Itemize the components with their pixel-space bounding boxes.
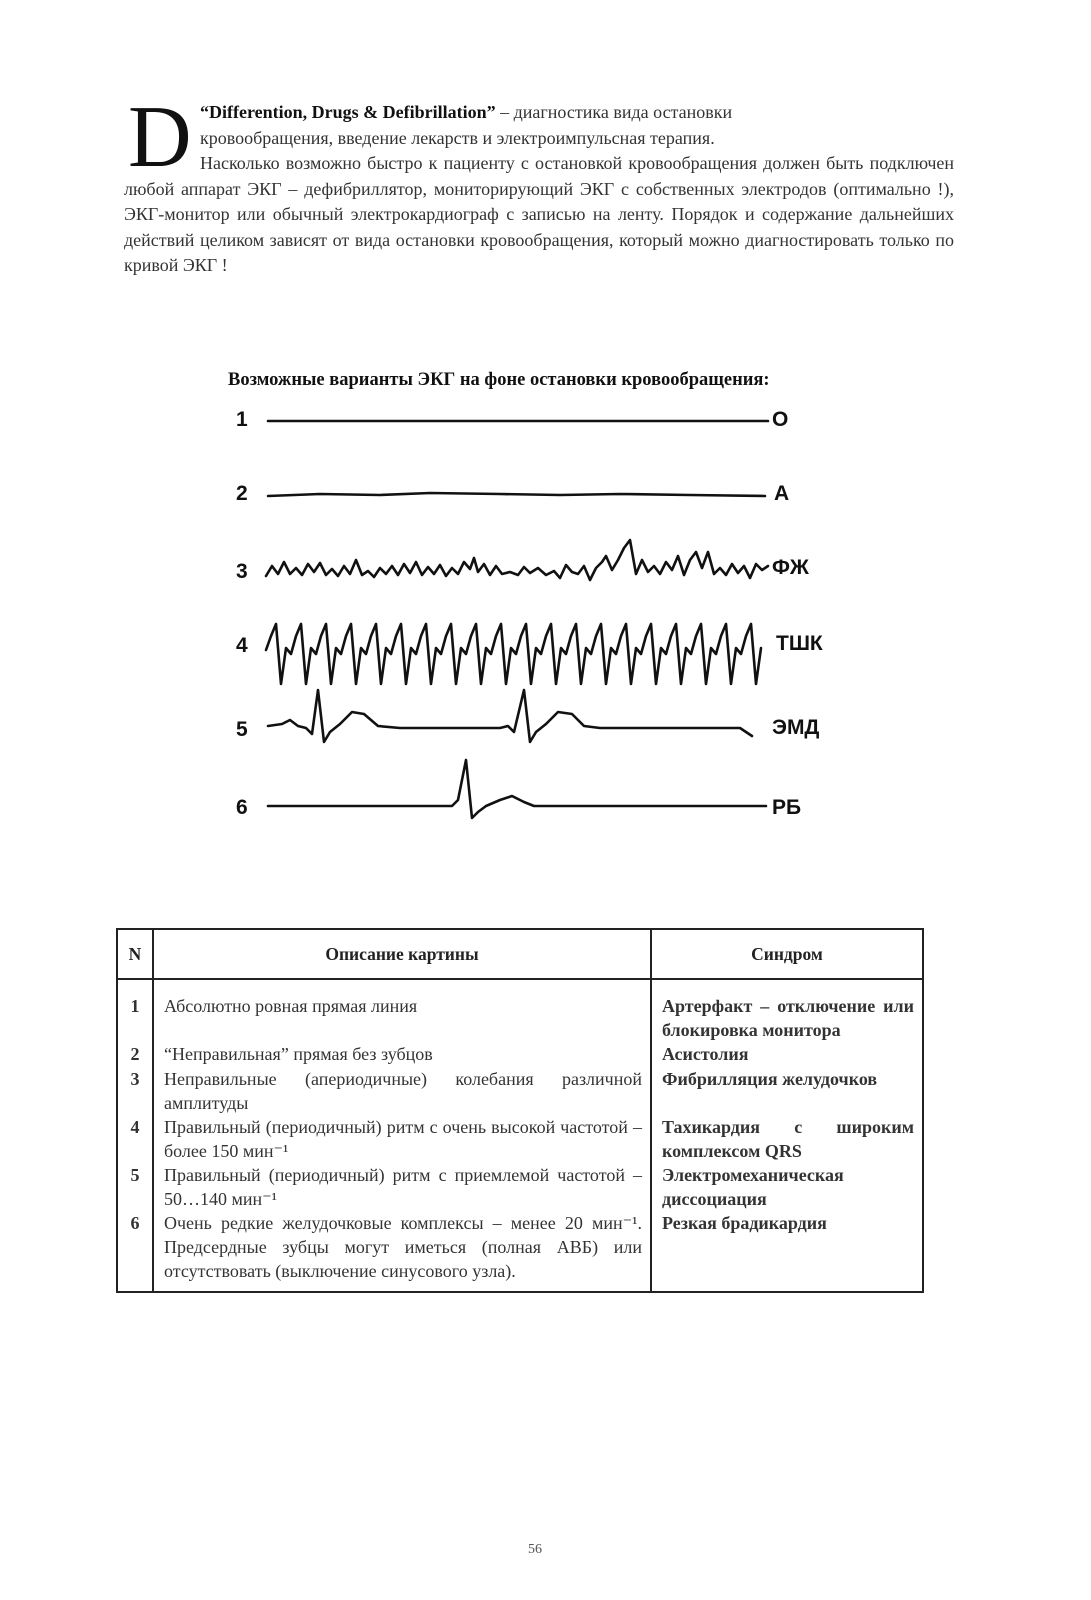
row-syndrome: Электромеханическая диссоциация bbox=[651, 1163, 923, 1211]
row-description: Неправильные (апериодичные) колебания различной амплитуды bbox=[153, 1067, 651, 1115]
table-header-row bbox=[117, 929, 923, 979]
ecg-row-number: 6 bbox=[236, 796, 248, 819]
ecg-row-number: 2 bbox=[236, 482, 248, 505]
row-number: 4 bbox=[117, 1115, 153, 1163]
ecg-row-label: О bbox=[772, 408, 789, 431]
ecg-trace-vf bbox=[266, 540, 768, 580]
table-row bbox=[117, 1067, 923, 1115]
ecg-row-number: 4 bbox=[236, 634, 248, 657]
intro-paragraph: Насколько возможно быстро к пациенту с остановкой кровообращения должен быть подключен любой аппарат ЭКГ – дефибриллятор, мониторирующий ЭКГ с собственных электродов (оптимально !), ЭКГ-монитор или обычный электрокардиограф с записью на ленту. Порядок и содержание дальнейших действий целиком зависят от вида остановки кровообращения, который можно диагностировать только по кривой ЭКГ ! bbox=[124, 153, 954, 275]
ecg-trace-asystole bbox=[268, 493, 765, 496]
ecg-row-label: РБ bbox=[772, 796, 802, 819]
intro-lead: – диагностика вида остановки bbox=[500, 102, 733, 122]
ecg-trace-brady bbox=[268, 760, 766, 818]
row-number: 5 bbox=[117, 1163, 153, 1211]
page-number: 56 bbox=[528, 1542, 542, 1557]
row-syndrome: Артерфакт – отключение или блокировка монитора bbox=[651, 979, 923, 1042]
ecg-row-label: ТШК bbox=[776, 632, 823, 655]
row-description: Абсолютно ровная прямая линия bbox=[153, 979, 651, 1042]
intro-title: “Differention, Drugs & Defibrillation” bbox=[200, 102, 496, 122]
row-number: 1 bbox=[117, 979, 153, 1042]
ecg-row-label: ФЖ bbox=[772, 556, 809, 579]
row-description: “Неправильная” прямая без зубцов bbox=[153, 1042, 651, 1067]
syndrome-table bbox=[116, 928, 924, 1293]
row-number: 3 bbox=[117, 1067, 153, 1115]
row-number: 2 bbox=[117, 1042, 153, 1067]
column-header-number: N bbox=[117, 929, 153, 979]
row-description: Правильный (периодичный) ритм с приемлемой частотой – 50…140 мин⁻¹ bbox=[153, 1163, 651, 1211]
row-syndrome: Асистолия bbox=[651, 1042, 923, 1067]
table-row bbox=[117, 1163, 923, 1211]
ecg-row-number: 5 bbox=[236, 718, 248, 741]
ecg-trace-emd bbox=[268, 690, 752, 742]
table-row bbox=[117, 1115, 923, 1163]
row-number: 6 bbox=[117, 1211, 153, 1292]
table-row bbox=[117, 1211, 923, 1292]
ecg-figure-title: Возможные варианты ЭКГ на фоне остановки кровообращения: bbox=[228, 370, 770, 390]
table-row bbox=[117, 1042, 923, 1067]
row-description: Очень редкие желудочковые комплексы – менее 20 мин⁻¹. Предсердные зубцы могут иметься (полная АВБ) или отсутствовать (выключение синусового узла). bbox=[153, 1211, 651, 1292]
intro-second-line: кровообращения, введение лекарств и электроимпульсная терапия. bbox=[200, 127, 715, 148]
ecg-trace-vt bbox=[266, 624, 761, 684]
row-description: Правильный (периодичный) ритм с очень высокой частотой – более 150 мин⁻¹ bbox=[153, 1115, 651, 1163]
table-row bbox=[117, 979, 923, 1042]
ecg-row-number: 1 bbox=[236, 408, 248, 431]
drop-cap: D bbox=[128, 89, 192, 186]
ecg-row-label: ЭМД bbox=[772, 716, 820, 739]
row-syndrome: Тахикардия с широким комплексом QRS bbox=[651, 1115, 923, 1163]
column-header-syndrome: Синдром bbox=[651, 929, 923, 979]
ecg-row-number: 3 bbox=[236, 560, 248, 583]
ecg-row-label: А bbox=[774, 482, 790, 505]
column-header-description: Описание картины bbox=[153, 929, 651, 979]
row-syndrome: Фибрилляция желудочков bbox=[651, 1067, 923, 1115]
row-syndrome: Резкая брадикардия bbox=[651, 1211, 923, 1292]
